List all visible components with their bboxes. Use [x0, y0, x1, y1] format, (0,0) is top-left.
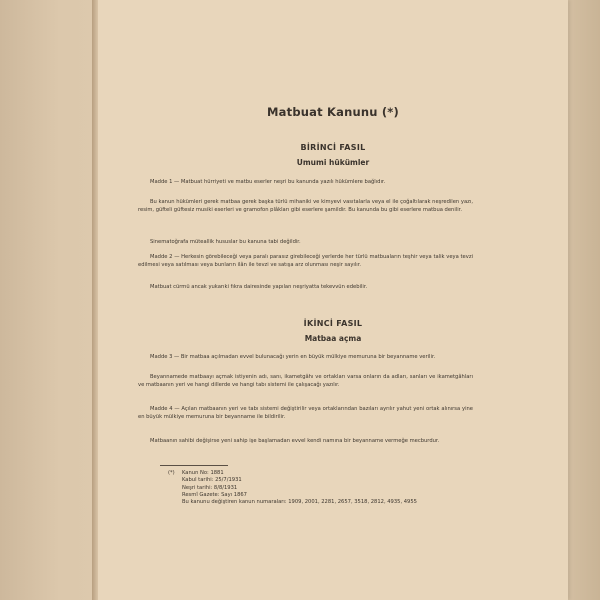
paragraph-madde-3: Madde 3 — Bir matbaa açılmadan evvel bulunacağı yerin en büyük mülkiye memuruna bir beyanname verilir.	[150, 354, 436, 360]
paragraph-new-owner: Matbaanın sahibi değişirse yeni sahip işe başlamadan evvel kendi namına bir beyanname vermeğe mecburdur.	[150, 438, 440, 444]
document-title: Matbuat Kanunu (*)	[267, 105, 399, 119]
page-sheet	[98, 0, 568, 600]
footnote-line: Resmî Gazete: Sayı 1867	[182, 491, 247, 498]
footnote-line: Bu kanunu değiştiren kanun numaraları: 1909, 2001, 2281, 2657, 3518, 2812, 4935, 4955	[182, 499, 417, 506]
paragraph-madde-1: Madde 1 — Matbuat hürriyeti ve matbu eserler neşri bu kanunda yazılı hükümlere bağlıdır.	[150, 179, 386, 185]
paragraph-scope: Bu kanun hükümleri gerek matbaa gerek başka türlü mihaniki ve kimyevi vasıtalarla veya el ile çoğaltılarak neşredilen yazı, resim, güfteli güftesiz musiki eserleri ve gramofon plâkları gibi eserlere şamildir. Bu kanunda bu gibi eserlere matbua denilir.	[138, 199, 473, 214]
paragraph-cinema: Sinematoğrafa müteallik hususlar bu kanuna tabi değildir.	[150, 239, 301, 245]
footnote-line: Kanun No: 1881	[182, 470, 224, 476]
section-1-subheading: Umumi hükümler	[296, 158, 370, 167]
section-2-subheading: Matbaa açma	[304, 334, 362, 343]
paragraph-declaration: Beyannamede matbaayı açmak istiyenin adı, sanı, ikametgâhı ve ortakları varsa onların da adları, sanları ve ikametgâhları ve matbaanın yeri ve hangi dillerde ve hangi tabı sistemi ile çalışacağı yazılır.	[138, 374, 473, 389]
footnote-rule	[160, 465, 228, 466]
section-1-heading: BİRİNCİ FASIL	[300, 143, 366, 152]
paragraph-madde-2: Madde 2 — Herkesin görebileceği veya paralı parasız girebileceği yerlerde her türlü matbuaların teşhir veya talik veya tevzi edilmesi veya satılması veya bunların ilân ile tevzi ve satışa arz olunması neşir sayılır.	[138, 254, 473, 269]
paragraph-press-crime: Matbuat cürmü ancak yukarıki fıkra dairesinde yapılan neşriyatta tekevvün edebilir.	[150, 284, 368, 290]
footnote-line: Kabul tarihi: 25/7/1931	[182, 477, 242, 484]
footnote	[168, 470, 478, 506]
footnote-line: Neşri tarihi: 8/8/1931	[182, 484, 238, 491]
section-2-heading: İKİNCİ FASIL	[303, 319, 363, 328]
paragraph-madde-4: Madde 4 — Açılan matbaanın yeri ve tabı sistemi değiştirilir veya ortaklarından bazıları ayrılır yahut yeni ortak alınırsa yine en büyük mülkiye memuruna bir beyanname ile bildirilir.	[138, 406, 473, 421]
footnote-marker: (*)	[168, 470, 175, 476]
